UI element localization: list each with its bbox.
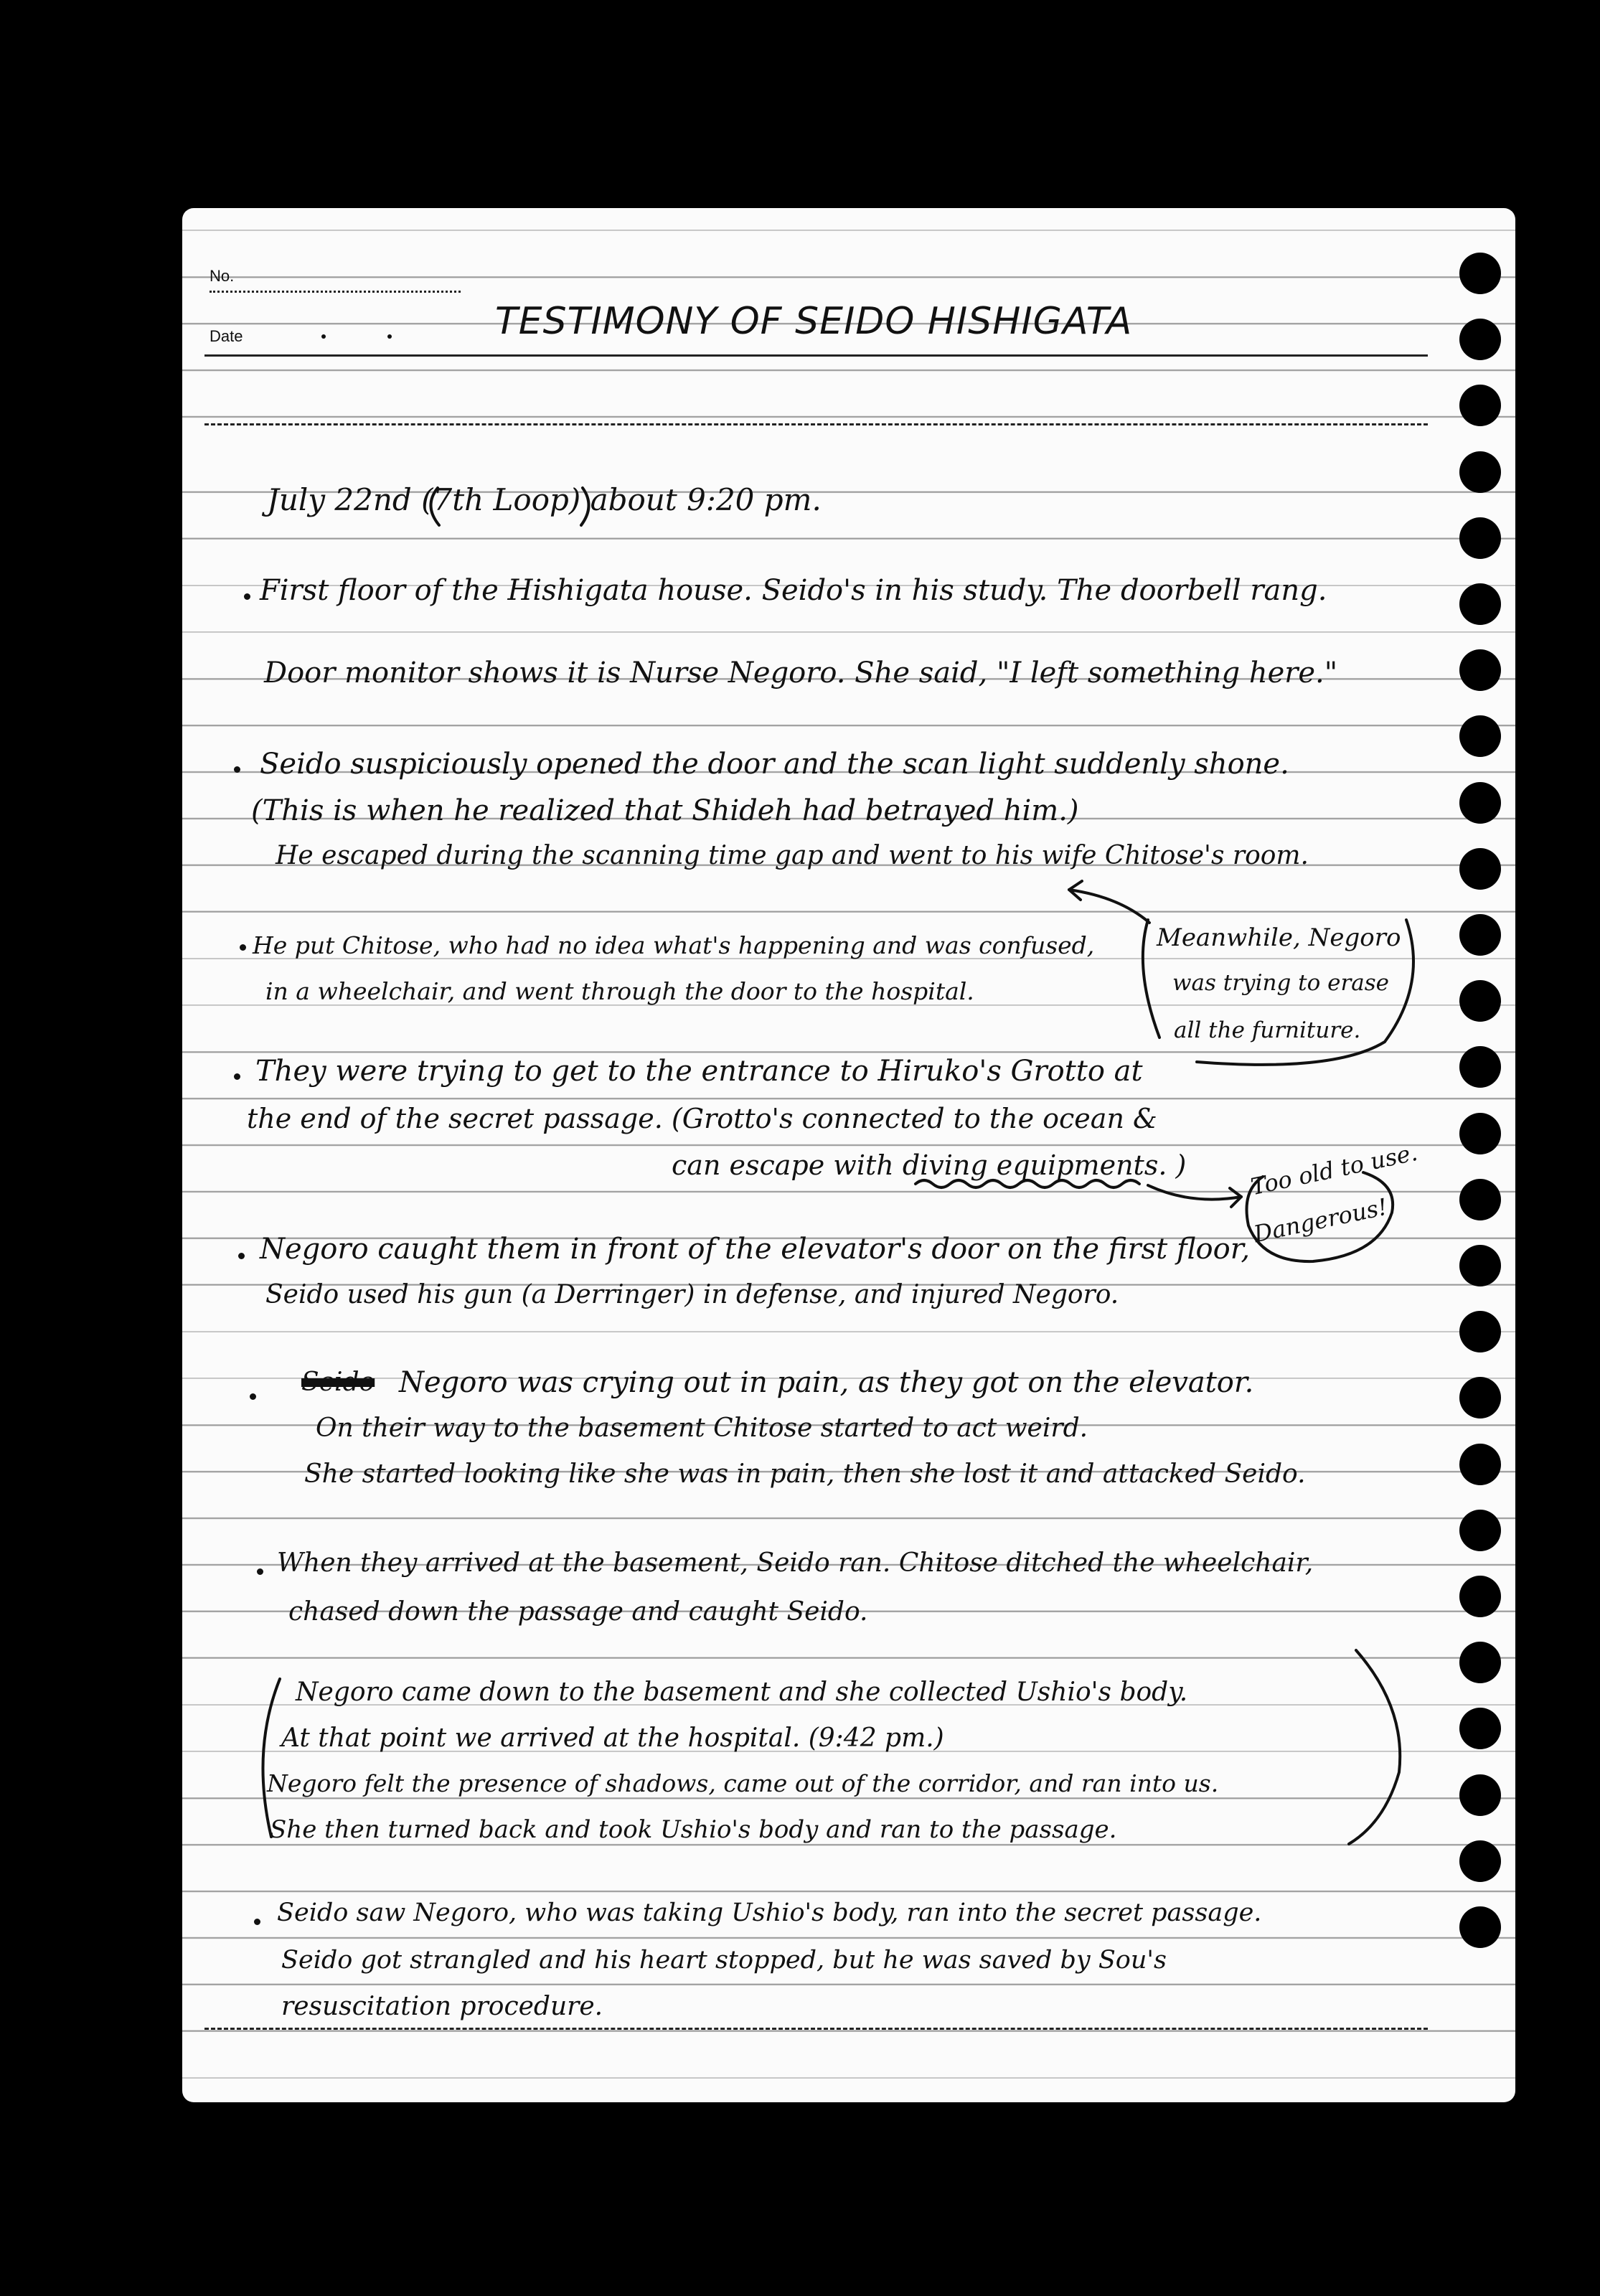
text-line: (This is when he realized that Shideh had betrayed him.) — [251, 794, 1079, 827]
text-line: She then turned back and took Ushio's body and ran to the passage. — [270, 1815, 1117, 1844]
bubble-note-line: Dangerous! — [1251, 1192, 1390, 1248]
text-line: She started looking like she was in pain, then she lost it and attacked Seido. — [304, 1459, 1306, 1489]
text-line: Seido suspiciously opened the door and the scan light suddenly shone. — [260, 748, 1289, 781]
text-line: resuscitation procedure. — [281, 1992, 603, 2021]
text-line: Door monitor shows it is Nurse Negoro. She said, "I left something here." — [264, 657, 1338, 690]
struck-word: Seido — [301, 1368, 375, 1397]
side-note-line: all the furniture. — [1174, 1017, 1361, 1043]
date-line: July 22nd (7th Loop) about 9:20 pm. — [267, 482, 822, 517]
page-title: TESTIMONY OF SEIDO HISHIGATA — [495, 300, 1133, 343]
text-line: the end of the secret passage. (Grotto's connected to the ocean & — [247, 1103, 1157, 1134]
text-line: in a wheelchair, and went through the door to the hospital. — [265, 977, 974, 1005]
side-note-line: was trying to erase — [1172, 970, 1390, 996]
no-label: No. — [210, 267, 235, 285]
side-note-line: Meanwhile, Negoro — [1157, 923, 1401, 952]
bubble-note-line: Too old to use. — [1248, 1138, 1420, 1201]
text-line: chased down the passage and caught Seido. — [288, 1597, 868, 1627]
text-line: Negoro caught them in front of the elevator's door on the first floor, — [260, 1233, 1251, 1266]
text-line: When they arrived at the basement, Seido ran. Chitose ditched the wheelchair, — [277, 1548, 1314, 1578]
text-line: Seido got strangled and his heart stopped, but he was saved by Sou's — [281, 1946, 1167, 1975]
text-line: Seido used his gun (a Derringer) in defense, and injured Negoro. — [265, 1280, 1119, 1309]
text-line: On their way to the basement Chitose started to act weird. — [316, 1413, 1088, 1443]
text-line: Negoro felt the presence of shadows, came out of the corridor, and ran into us. — [267, 1769, 1219, 1797]
text-line: can escape with diving equipments. ) — [672, 1149, 1187, 1181]
text-line: Negoro came down to the basement and she collected Ushio's body. — [296, 1678, 1188, 1707]
text-line: He put Chitose, who had no idea what's happening and was confused, — [253, 931, 1095, 959]
text-line: Seido saw Negoro, who was taking Ushio's body, ran into the secret passage. — [277, 1899, 1262, 1927]
text-line: First floor of the Hishigata house. Seido's in his study. The doorbell rang. — [260, 574, 1327, 607]
text-line: Negoro was crying out in pain, as they got on the elevator. — [399, 1366, 1254, 1399]
text-line: He escaped during the scanning time gap and went to his wife Chitose's room. — [276, 841, 1309, 870]
text-line: At that point we arrived at the hospital. (9:42 pm.) — [281, 1723, 944, 1753]
text-line: They were trying to get to the entrance to Hiruko's Grotto at — [255, 1055, 1143, 1088]
date-label: Date — [210, 327, 243, 345]
